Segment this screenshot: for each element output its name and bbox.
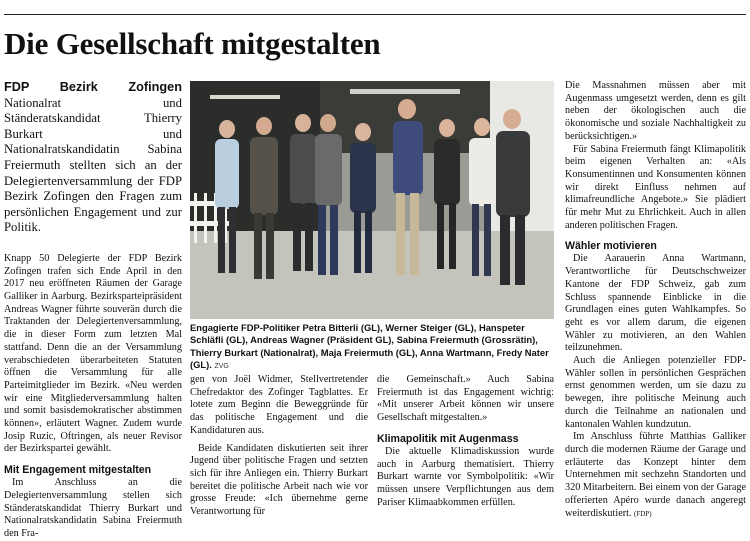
column-1 — [4, 80, 182, 541]
col2-paragraph-1: gen von Joël Widmer, Stellvertretender Chefredaktor des Zofinger Tagblattes. Er lotete zum Beginn die Beweggründe für das politische Engagement und die Kandidaturen aus. — [190, 374, 368, 436]
column-4 — [565, 80, 746, 520]
col2-paragraph-2: Beide Kandidaten diskutierten seit ihrer Jugend über politische Fragen und setzten sich für ihre Anliegen ein. Thierry Burkart bereitet die politische Arbeit nach wie vor grosse Freude: «Ich übernehme gerne Verantwortung für — [190, 442, 368, 518]
lead-paragraph — [4, 80, 182, 236]
photo-credit: ZVG — [214, 363, 229, 371]
photo-caption-text: Engagierte FDP-Politiker Petra Bitterli (GL), Werner Steiger (GL), Hanspeter Schläfli (GL), Andreas Wagner (Präsident GL), Sabina Freiermuth (Grossrätin), Thierry Burkart (Nationalrat), Maja Freiermuth (GL), Anna Wartmann, Fredy Nater (GL). — [190, 322, 549, 371]
subheading-engagement: Mit Engagement mitgestalten — [4, 464, 152, 477]
col4-paragraph-3: Die Aarauerin Anna Wartmann, Verantwortliche für Deutschschweizer Kantone der FDP Schweiz, gab zum Schluss spannende Einblicke in die Grundlagen eines guten Wahlkampfes. So geht es vor allem darum, die eigenen Wähler zu motivieren, an den Wahlen teilzunehmen. — [565, 253, 746, 354]
col3-paragraph-1: die Gemeinschaft.» Auch Sabina Freiermuth ist das Engagement wichtig: «Mit unserer Arbeit können wir unsere Gesellschaft mitgestalten.» — [377, 374, 554, 424]
col4-paragraph-2: Für Sabina Freiermuth fängt Klimapolitik beim eigenen Verhalten an: «Als Konsumentinnen und Konsumenten können wir direkt Einfluss nehmen auf klimafreundliche Angebote.» Sie plädiert für mehr Mut zu Ehrlichkeit. Auch in allen anderen politischen Fragen. — [565, 143, 746, 231]
col4-paragraph-1: Die Massnahmen müssen aber mit Augenmass umgesetzt werden, denn es gilt neben der ökologischen auch die ökonomische und soziale Nachhaltigkeit zu berücksichtigen.» — [565, 80, 746, 142]
col1-paragraph-2: Im Anschluss an die Delegiertenversammlung stellen sich Ständeratskandidat Thierry Burkart und Nationalratskandidatin Sabina Freiermuth den Fra- — [4, 477, 182, 539]
col1-paragraph-1: Knapp 50 Delegierte der FDP Bezirk Zofingen trafen sich Ende April in den 2017 neu eröffneten Räumen der Garage Galliker in Aarburg. Bezirksparteipräsident Andreas Wagner führte souverän durch die Traktanden der Delegiertenversammlung, die in dieser Form zum letzten Mal stattfand. Denn die an der Versammlung verabschiedeten überarbeiteten Statuten öffnen die Versammlung für alle Parteimitglieder im Bezirk. «Neu werden wir eine Mitgliederversammlung halten und somit basisdemokratischer abstimmen können», erläutert Wagner. Zudem wurde Josip Ruzic, Oftringen, als neuer Revisor der Bezirkspartei gewählt. — [4, 252, 182, 455]
group-photo — [190, 81, 554, 319]
subheading-waehler: Wähler motivieren — [565, 240, 657, 253]
photo-caption — [190, 322, 554, 374]
headline: Die Gesellschaft mitgestalten — [4, 26, 381, 61]
col3-paragraph-2: Die aktuelle Klimadiskussion wurde auch in Aarburg thematisiert. Thierry Burkart warnte vor Symbolpolitik: «Wir müssen unsere Verpflichtungen aus dem Pariser Klimaabkommen erfüllen. — [377, 445, 554, 508]
col4-paragraph-4: Auch die Anliegen potenzieller FDP-Wähler sollen in persönlichen Gesprächen ernst genommen werden, um sie dazu zu bewegen, ihre politische Meinung auch durch die Teilnahme an nationalen und kantonalen Wahlen kundzutun. — [565, 355, 746, 430]
top-rule — [4, 14, 746, 15]
lead-kicker: FDP Bezirk Zofingen — [4, 80, 182, 94]
col4-paragraph-5-text: Im Anschluss führte Matthias Galliker durch die modernen Räume der Garage und erläuterte das Konzept hinter dem Unternehmen mit sechzehn Standorten und 320 Mitarbeitern. Bei einem von der Garage offerierten Apéro wurde danach angeregt weiterdiskutiert. — [565, 431, 746, 519]
subheading-klimapolitik: Klimapolitik mit Augenmass — [377, 432, 519, 445]
col4-paragraph-5 — [565, 431, 746, 520]
column-3 — [377, 374, 554, 509]
lead-text: Nationalrat und Ständeratskandidat Thierry Burkart und Nationalratskandidatin Sabina Freiermuth stellten sich an der Delegiertenversammlung der FDP Bezirk Zofingen den Fragen zum persönlichen Engagement und zur Politik. — [4, 95, 182, 235]
column-2 — [190, 374, 368, 519]
article-credit: (FDP) — [634, 509, 652, 518]
